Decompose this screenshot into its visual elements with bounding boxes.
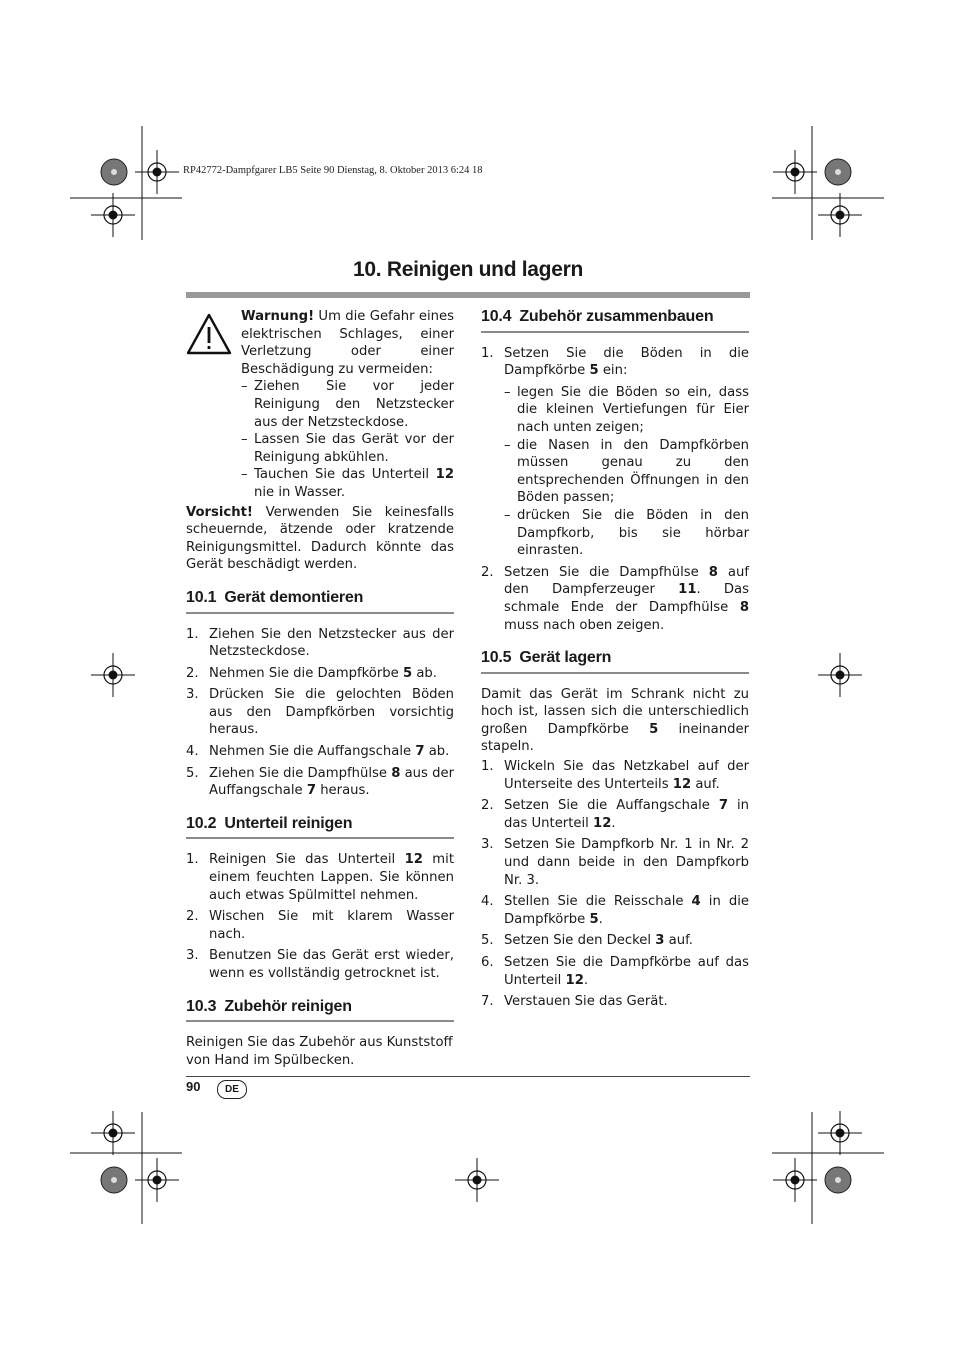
section-10-5: [481, 649, 749, 1011]
list-item: 2. Nehmen Sie die Dampfkörbe 5 ab.: [186, 665, 437, 681]
section-10-3: [186, 998, 454, 1070]
list-item: 5. Ziehen Sie die Dampfhülse 8 aus der Auffangschale 7 heraus.: [186, 765, 455, 799]
title-divider: [186, 292, 750, 298]
section-heading: 10.1 Gerät demontieren: [186, 589, 454, 614]
paragraph: Damit das Gerät im Schrank nicht zu hoch ist, lassen sich die unterschiedlich großen Dampfkörbe 5 ineinander stapeln.: [481, 686, 750, 755]
sub-list: [504, 384, 749, 560]
numbered-list: [481, 345, 749, 635]
list-item: 2. Setzen Sie die Auffangschale 7 in das Unterteil 12.: [481, 798, 750, 831]
list-item: 4. Nehmen Sie die Auffangschale 7 ab.: [186, 744, 450, 760]
warning-label: Warnung!: [241, 309, 315, 324]
right-column: [481, 308, 749, 1015]
page-title: 10. Reinigen und lagern: [353, 258, 583, 281]
warning-list: [241, 378, 454, 501]
list-item: – legen Sie die Böden so ein, dass die kleinen Vertiefungen für Eier nach unten zeigen;: [504, 384, 749, 435]
warning-block: [186, 308, 454, 502]
caution-body: Verwenden Sie keinesfalls scheuernde, ätzende oder kratzende Reinigungsmittel. Dadurch könnte das Gerät beschädigt werden.: [186, 504, 454, 573]
color-rosette-icon: [101, 159, 127, 185]
section-10-4: [481, 308, 749, 634]
list-item: 6. Setzen Sie die Dampfkörbe auf das Unterteil 12.: [481, 955, 749, 988]
section-10-1: [186, 589, 454, 800]
registration-cross-icon: [91, 193, 135, 237]
registration-cross-icon: [773, 1158, 817, 1202]
registration-cross-icon: [455, 1158, 499, 1202]
registration-cross-icon: [818, 193, 862, 237]
color-rosette-icon: [825, 159, 851, 185]
numbered-list: [481, 758, 749, 1011]
registration-cross-icon: [773, 150, 817, 194]
list-item: 1. Ziehen Sie den Netzstecker aus der Netzsteckdose.: [186, 626, 454, 660]
warning-triangle-icon: [186, 312, 232, 356]
caution-label: Vorsicht!: [186, 504, 253, 520]
list-item: – Tauchen Sie das Unterteil 12 nie in Wasser.: [241, 467, 455, 500]
list-item: 2. Setzen Sie die Dampfhülse 8 auf den Dampferzeuger 11. Das schmale Ende der Dampfhülse 8 muss nach oben zeigen.: [481, 564, 750, 633]
section-10-2: [186, 815, 454, 983]
list-item: – drücken Sie die Böden in den Dampfkorb, bis sie hörbar einrasten.: [504, 507, 749, 559]
list-item: – Lassen Sie das Gerät vor der Reinigung abkühlen.: [241, 432, 454, 465]
section-heading: 10.4 Zubehör zusammenbauen: [481, 308, 749, 333]
list-item: 3. Drücken Sie die gelochten Böden aus den Dampfkörben vorsichtig heraus.: [186, 687, 454, 738]
warning-text: [241, 308, 454, 378]
print-header: RP42772-Dampfgarer LB5 Seite 90 Dienstag, 8. Oktober 2013 6:24 18: [183, 165, 483, 176]
paragraph: Reinigen Sie das Zubehör aus Kunststoff von Hand im Spülbecken.: [186, 1035, 453, 1068]
list-item: 4. Stellen Sie die Reisschale 4 in die Dampfkörbe 5.: [481, 894, 750, 927]
section-heading: 10.2 Unterteil reinigen: [186, 815, 454, 840]
numbered-list: [186, 851, 454, 982]
registration-cross-icon: [818, 1111, 862, 1155]
warning-body: Um die Gefahr eines elektrischen Schlages, einer Verletzung oder einer Beschädigung zu vermeiden:: [241, 309, 454, 377]
language-badge: DE: [217, 1080, 247, 1099]
registration-cross-icon: [91, 653, 135, 697]
list-item: 1. Wickeln Sie das Netzkabel auf der Unterseite des Unterteils 12 auf.: [481, 759, 749, 792]
page-number: 90: [186, 1079, 201, 1094]
list-item: – Ziehen Sie vor jeder Reinigung den Netzstecker aus der Netzsteckdose.: [241, 379, 454, 430]
list-item: 3. Setzen Sie Dampfkorb Nr. 1 in Nr. 2 und dann beide in den Dampfkorb Nr. 3.: [481, 837, 749, 888]
section-heading: 10.5 Gerät lagern: [481, 649, 749, 674]
list-item: 2. Wischen Sie mit klarem Wasser nach.: [186, 909, 454, 942]
registration-cross-icon: [91, 1111, 135, 1155]
list-item: 7. Verstauen Sie das Gerät.: [481, 994, 668, 1010]
color-rosette-icon: [101, 1167, 127, 1193]
list-item: 1. Reinigen Sie das Unterteil 12 mit einem feuchten Lappen. Sie können auch etwas Spülmittel nehmen.: [186, 852, 454, 903]
list-item: 3. Benutzen Sie das Gerät erst wieder, wenn es vollständig getrocknet ist.: [186, 948, 454, 981]
list-item: 1. Setzen Sie die Böden in die Dampfkörbe 5 ein: – legen Sie die Böden so ein, dass die kleinen Vertiefungen für Eier nach unten zeigen; – die Nasen in den Dampfkörben müssen genau zu den entsprechenden Öffnungen in den Böden passen; – drücken Sie die Böden in den Dampfkorb, bis sie hörbar einrasten.: [481, 345, 749, 559]
footer-divider: [186, 1076, 750, 1077]
list-item: – die Nasen in den Dampfkörben müssen genau zu den entsprechenden Öffnungen in den Böden passen;: [504, 437, 749, 506]
list-item: 5. Setzen Sie den Deckel 3 auf.: [481, 933, 693, 949]
registration-cross-icon: [818, 653, 862, 697]
numbered-list: [186, 626, 454, 800]
color-rosette-icon: [825, 1167, 851, 1193]
caution-text: [186, 504, 454, 574]
section-heading: 10.3 Zubehör reinigen: [186, 998, 454, 1023]
left-column: [186, 308, 454, 1069]
